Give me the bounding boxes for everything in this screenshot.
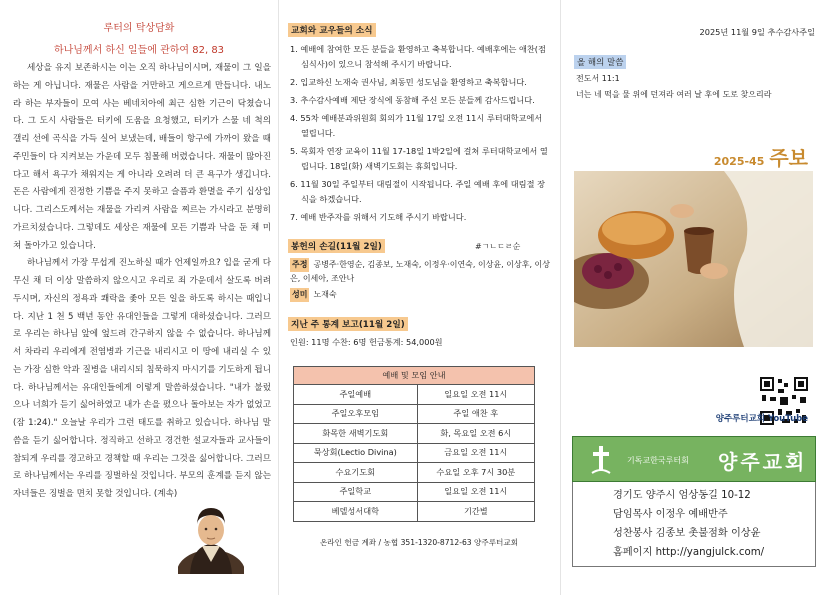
church-address: 경기도 양주시 엄상동길 10-12 [613,490,751,501]
schedule-name: 수요기도회 [294,463,418,483]
panel1-body [13,60,271,504]
offering-tag: 주정 [290,258,309,272]
news-list [290,42,552,228]
service-roles: 성찬봉사 김종보 촛불점화 이상윤 [613,528,761,539]
pastor-line: 담임목사 이정우 예배반주 [613,509,728,520]
stats-title: 지난 주 통계 보고(11월 2일) [288,317,408,331]
bulletin-date: 2025년 11월 9일 추수감사주일 [699,27,815,37]
schedule-name: 화목한 새벽기도회 [294,424,418,444]
verse-text: 너는 네 떡을 물 위에 던져라 여러 날 후에 도로 찾으리라 [576,90,772,99]
news-item: 7. 예배 반주자를 위해서 기도해 주시기 바랍니다. [290,212,467,223]
table-row [294,424,535,444]
panel-table-talk [0,0,278,595]
schedule-time: 일요일 오전 11시 [417,385,534,405]
schedule-time: 금요일 오전 11시 [417,443,534,463]
bread-and-wine-photo [574,171,813,347]
offering-names: 공병주·한영순, 김종보, 노재숙, 이정우·이연숙, 이상윤, 이상후, 이상은, 이세아, 조안나 [290,260,550,283]
offering-sort-note: #ㄱㄴㄷㄹ순 [475,242,521,251]
schedule-name: 주일예배 [294,385,418,405]
stats-text: 인원: 11명 수찬: 6명 헌금통계: 54,000원 [290,337,443,347]
youtube-label: 양주루터교회 YouTube [715,414,808,424]
news-item: 4. 55차 예배분과위원회 회의가 11월 17일 오전 11시 루터대학교에서 열립니다. [290,113,543,139]
contact-info [572,482,816,567]
schedule-name: 주일오후모임 [294,404,418,424]
schedule-time: 기간별 [417,502,534,522]
homepage-link[interactable]: 홈페이지 http://yangjulck.com/ [613,547,765,558]
cross-icon [591,445,611,475]
online-giving: 온라인 헌금 계좌 / 농협 351-1320-8712-63 양주루터교회 [319,538,519,547]
panel-cover [560,0,835,595]
church-logo [572,436,816,482]
denomination-name: 기독교한국루터회 [627,456,689,465]
offering-names: 노재숙 [313,290,337,299]
news-item: 2. 입교하신 노재숙 권사님, 최동민 성도님을 환영하고 축복합니다. [290,77,527,87]
schedule-table [293,366,535,522]
schedule-name: 묵상회(Lectio Divina) [294,443,418,463]
table-row [294,502,535,522]
verse-reference: 전도서 11:1 [576,74,620,83]
luther-portrait-icon [178,502,244,574]
paragraph-2: 하나님께서 가장 무섭게 진노하실 때가 언제일까요? 입을 굳게 다무신 채 더 이상 말씀하지 않으시고 우리로 죄 가운데서 살도록 버려 두시며, 자신의 정욕과 쾌락을 좇아 모든 일을 하도록 하시는 때입니다. 지난 1 천 5 백년 동안 유대인들을 그렇게 대하셨습니다. 그러므로 우리는 하나님 앞에 엎드려 간구하지 않을 수 없습니다. 하나님께서 차라리 우리에게 전염병과 기근을 내리시고 이 땅에 내리실 수 있는 가장 심한 악과 질병을 내리시되 침묵하지 마시기를 기도하게 됩니다. 하나님께서는 유대인들에게 이렇게 말씀하셨습니다. "내가 불렀으나 너희가 듣기 싫어하였고 내가 손을 폈으나 돌아보는 자가 없었고(잠 1:24)." 오늘날 우리가 그런 태도를 취하고 있습니다. 하나님 말씀을 듣기 싫어합니다. 정직하고 선하고 경건한 설교자들과 교사들이 참되게 우리를 경고하고 경책할 때 우리는 그것을 싫어합니다. 그러므로 하나님께서는 우리를 징벌하실 것입니다. 부모의 훈계를 듣지 않는 자녀들은 징벌을 면치 못할 것입니다. (계속) [13,258,271,499]
table-row [294,443,535,463]
table-row [294,385,535,405]
offering-row-rice [290,288,552,302]
issue-title: 주보 [769,146,808,170]
schedule-header: 예배 및 모임 안내 [294,367,535,385]
news-title: 교회와 교우들의 소식 [288,23,376,37]
schedule-name: 베델성서대학 [294,502,418,522]
schedule-name: 주일학교 [294,482,418,502]
offering-tag: 성미 [290,288,309,302]
issue-number: 2025-45 [713,155,765,168]
offering-row-tithe [290,258,552,286]
news-item: 6. 11월 30일 주일부터 대림절이 시작됩니다. 주일 예배 후에 대림절 장식을 하겠습니다. [290,179,546,205]
table-row [294,463,535,483]
news-item: 1. 예배에 참여한 모든 분들을 환영하고 축복합니다. 예배후에는 애찬(점심식사)이 있으니 참석해 주시기 바랍니다. [290,44,546,69]
schedule-time: 일요일 오전 11시 [417,482,534,502]
verse-label: 올 해의 말씀 [574,55,626,69]
panel1-subtitle: 하나님께서 하신 일들에 관하여 82, 83 [53,45,225,56]
panel-news [278,0,560,595]
paragraph-1: 세상을 유지 보존하시는 이는 오직 하나님이시며, 재물이 그 일을 하는 게 아닙니다. 재물은 사람을 거만하고 게으르게 만듭니다. 내노라 하는 부자들이 모여 사는 베네치아에 최근 심한 기근이 닥쳤습니다. 그 도시 사람들은 터키에 도움을 요청했고, 터키가 스물 네 척의 갤리 선에 곡식을 가득 실어 보냈는데, 배들이 항구에 가까이 왔을 때 주민들이 다 지켜보는 가운데 모두 침몰해 버렸습니다. 재물이 많아진다고 해서 욕구가 채워지는 게 아니라 오려려 더 큰 욕구가 생깁니다. 돈은 사람에게 진정한 기쁨을 주지 못하고 슬픔과 환멸을 주기 십상입니다. 그리스도께서는 재물을 가리켜 사람을 찌르는 가시라고 분명히 가르치셨습니다. 그렇데도 세상은 재물에 모든 기쁨과 낙을 둔 채 미쳐 돌아가고 있습니다. [13,63,271,251]
news-item: 3. 추수감사예배 제단 장식에 동참해 주신 모든 분들께 감사드립니다. [290,95,535,106]
offering-title: 봉헌의 손길(11월 2일) [288,239,385,253]
panel1-title: 루터의 탁상담화 [103,23,175,34]
issue-heading [714,142,808,171]
table-row [294,404,535,424]
church-name: 양주교회 [718,450,808,474]
schedule-time: 화, 목요일 오전 6시 [417,424,534,444]
schedule-time: 주일 애찬 후 [417,404,534,424]
table-row [294,482,535,502]
news-item: 5. 목회자 연장 교육이 11월 17-18일 1박2일에 걸쳐 루터대학교에서 열립니다. 18일(화) 새벽기도회는 휴회입니다. [290,146,548,172]
schedule-time: 수요일 오후 7시 30분 [417,463,534,483]
